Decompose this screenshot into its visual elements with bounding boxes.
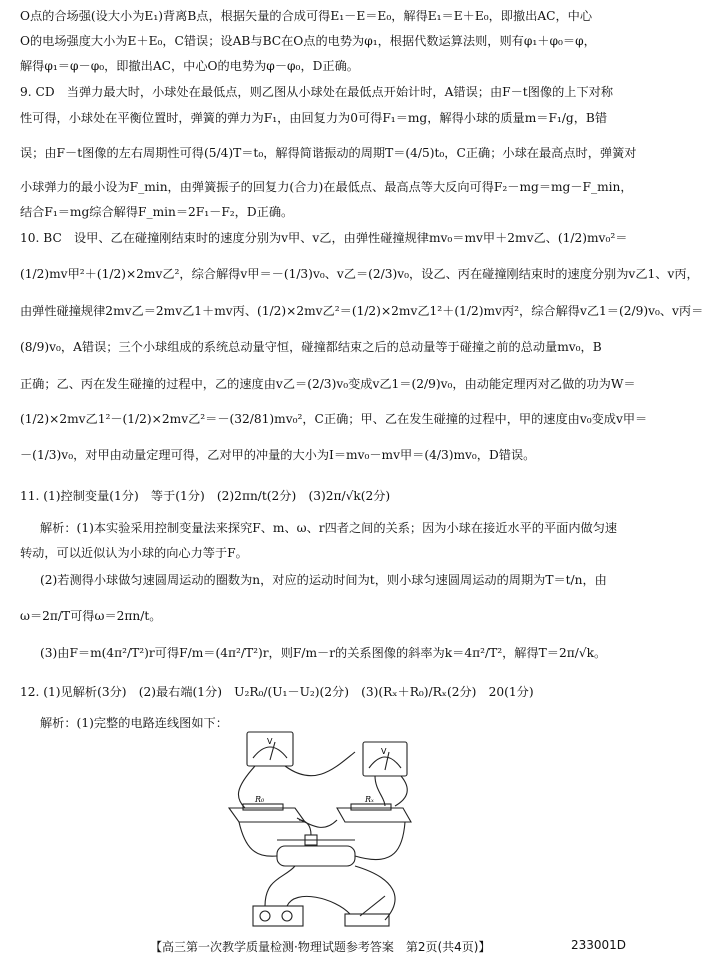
question-12: 12. (1)见解析(3分) (2)最右端(1分) U₂R₀/(U₁－U₂)(2分) (3)(Rₓ＋R₀)/Rₓ(2分) 20(1分) (20, 685, 534, 699)
right-resistor-label: Rₓ (365, 795, 374, 804)
text-line: (1/2)mv甲²＋(1/2)×2mv乙²，综合解得v甲＝－(1/3)v₀、v乙＝(2/3)v₀，设乙、丙在碰撞刚结束时的速度分别为v乙1、v丙， (20, 267, 699, 281)
text-line: (1/2)×2mv乙1²－(1/2)×2mv乙²＝－(32/81)mv₀²，C正确；甲、乙在发生碰撞的过程中，甲的速度由v₀变成v甲＝ (20, 412, 648, 426)
switch (345, 914, 389, 926)
text-line: O的电场强度大小为E＋E₀，C错误；设AB与BC在O点的电势为φ₁，根据代数运算法则，则有φ₁＋φ₀＝φ， (20, 34, 596, 48)
text-line: －(1/3)v₀，对甲由动量定理可得，乙对甲的冲量的大小为I＝mv₀－mv甲＝(4/3)mv₀，D错误。 (20, 448, 536, 462)
circuit-diagram (225, 728, 415, 936)
rheostat (277, 846, 355, 866)
text-line: 由弹性碰撞规律2mv乙＝2mv乙1＋mv丙、(1/2)×2mv乙²＝(1/2)×2mv乙1²＋(1/2)mv丙²，综合解得v乙1＝(2/9)v₀、v丙＝ (20, 304, 703, 318)
left-meter-label: V (267, 737, 273, 746)
text-line: 正确；乙、丙在发生碰撞的过程中，乙的速度由v乙＝(2/3)v₀变成v乙1＝(2/9)v₀，由动能定理丙对乙做的功为W＝ (20, 377, 636, 391)
text-line: (8/9)v₀，A错误；三个小球组成的系统总动量守恒，碰撞都结束之后的总动量等于碰撞之前的总动量mv₀，B (20, 340, 602, 354)
text-line: 误；由F－t图像的左右周期性可得(5/4)T＝t₀，解得简谐振动的周期T＝(4/5)t₀，C正确；小球在最高点时，弹簧对 (20, 146, 637, 160)
left-resistor-label: R₀ (255, 795, 265, 804)
footer-code: 233001D (570, 938, 626, 952)
text-line: 转动，可以近似认为小球的向心力等于F。 (20, 546, 248, 560)
text-line: O点的合场强(设大小为E₁)背离B点，根据矢量的合成可得E₁－E＝E₀，解得E₁＝E＋E₀，即撤出AC，中心 (20, 9, 593, 23)
text-line: ω＝2π/T可得ω＝2πn/t。 (20, 609, 162, 623)
text-line: 解析：(1)完整的电路连线图如下： (40, 716, 228, 730)
text-line: 小球弹力的最小设为F_min，由弹簧振子的回复力(合力)在最低点、最高点等大反向可得F₂－mg＝mg－F_min， (20, 180, 633, 194)
text-line: 解得φ₁＝φ－φ₀，即撤出AC，中心O的电势为φ－φ₀，D正确。 (20, 59, 359, 73)
right-meter-label: V (381, 747, 387, 756)
text-line: (2)若测得小球做匀速圆周运动的圈数为n，对应的运动时间为t，则小球匀速圆周运动的周期为T＝t/n，由 (40, 573, 607, 587)
text-line: 性可得，小球处在平衡位置时，弹簧的弹力为F₁，由回复力为0可得F₁＝mg，解得小球的质量m＝F₁/g，B错 (20, 111, 608, 125)
question-10: 10. BC 设甲、乙在碰撞刚结束时的速度分别为v甲、v乙，由弹性碰撞规律mv₀＝mv甲＋2mv乙、(1/2)mv₀²＝ (20, 231, 628, 245)
footer-title: 【高三第一次教学质量检测·物理试题参考答案 第2页(共4页)】 (150, 940, 491, 954)
text-line: 解析：(1)本实验采用控制变量法来探究F、m、ω、r四者之间的关系；因为小球在接近水平的平面内做匀速 (40, 521, 618, 535)
question-11: 11. (1)控制变量(1分) 等于(1分) (2)2πn/t(2分) (3)2π/√k(2分) (20, 489, 391, 503)
question-9: 9. CD 当弹力最大时，小球处在最低点，则乙图从小球处在最低点开始计时，A错误；由F－t图像的上下对称 (20, 85, 614, 99)
text-line: 结合F₁＝mg综合解得F_min＝2F₁－F₂，D正确。 (20, 205, 294, 219)
text-line: (3)由F＝m(4π²/T²)r可得F/m＝(4π²/T²)r，则F/m－r的关系图像的斜率为k＝4π²/T²，解得T＝2π/√k。 (40, 646, 607, 660)
